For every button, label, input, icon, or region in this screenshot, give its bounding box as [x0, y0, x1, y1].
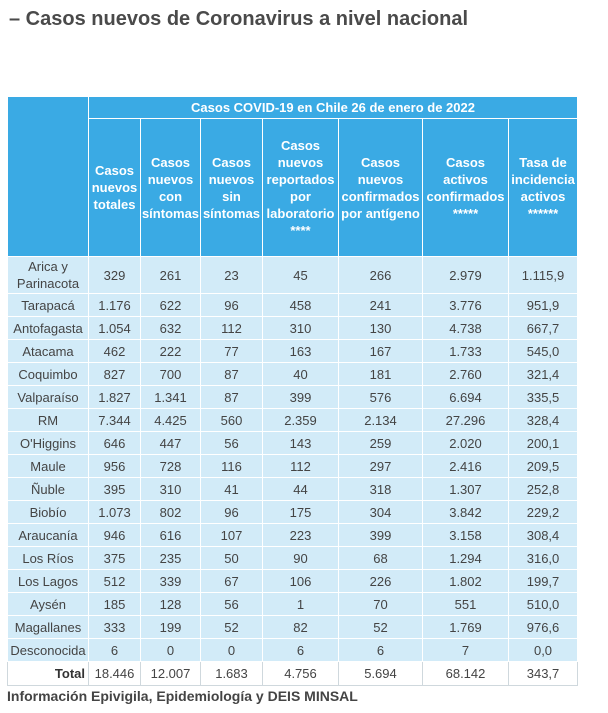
total-cell: 18.446 [89, 662, 141, 686]
value-cell: 45 [263, 257, 339, 294]
value-cell: 1.733 [423, 340, 509, 363]
total-cell: 5.694 [339, 662, 423, 686]
value-cell: 333 [89, 616, 141, 639]
region-cell: Los Lagos [8, 570, 89, 593]
value-cell: 6 [339, 639, 423, 662]
value-cell: 318 [339, 478, 423, 501]
column-header: Casos nuevos totales [89, 119, 141, 257]
value-cell: 130 [339, 317, 423, 340]
total-cell: 68.142 [423, 662, 509, 686]
value-cell: 976,6 [509, 616, 578, 639]
value-cell: 44 [263, 478, 339, 501]
value-cell: 68 [339, 547, 423, 570]
column-header: Casos nuevos reportados por laboratorio **** [263, 119, 339, 257]
region-cell: Coquimbo [8, 363, 89, 386]
region-cell: Ñuble [8, 478, 89, 501]
value-cell: 96 [201, 501, 263, 524]
value-cell: 1.307 [423, 478, 509, 501]
value-cell: 646 [89, 432, 141, 455]
table-row [8, 340, 578, 363]
table-row [8, 363, 578, 386]
table-row [8, 616, 578, 639]
value-cell: 6 [89, 639, 141, 662]
value-cell: 946 [89, 524, 141, 547]
value-cell: 6.694 [423, 386, 509, 409]
total-cell: 4.756 [263, 662, 339, 686]
table-row [8, 386, 578, 409]
value-cell: 4.738 [423, 317, 509, 340]
value-cell: 956 [89, 455, 141, 478]
value-cell: 87 [201, 386, 263, 409]
value-cell: 308,4 [509, 524, 578, 547]
table-row [8, 593, 578, 616]
value-cell: 1.073 [89, 501, 141, 524]
value-cell: 90 [263, 547, 339, 570]
region-cell: Los Ríos [8, 547, 89, 570]
table-row [8, 501, 578, 524]
table-row [8, 524, 578, 547]
region-cell: O'Higgins [8, 432, 89, 455]
value-cell: 107 [201, 524, 263, 547]
covid-cases-table [7, 96, 578, 686]
region-cell: RM [8, 409, 89, 432]
value-cell: 667,7 [509, 317, 578, 340]
value-cell: 328,4 [509, 409, 578, 432]
table-row [8, 547, 578, 570]
region-cell: Antofagasta [8, 317, 89, 340]
value-cell: 4.425 [141, 409, 201, 432]
corner-cell [8, 97, 89, 257]
value-cell: 1 [263, 593, 339, 616]
value-cell: 82 [263, 616, 339, 639]
value-cell: 551 [423, 593, 509, 616]
value-cell: 395 [89, 478, 141, 501]
page-title: – Casos nuevos de Coronavirus a nivel nacional [9, 8, 469, 30]
value-cell: 447 [141, 432, 201, 455]
value-cell: 576 [339, 386, 423, 409]
value-cell: 321,4 [509, 363, 578, 386]
value-cell: 185 [89, 593, 141, 616]
value-cell: 199 [141, 616, 201, 639]
value-cell: 560 [201, 409, 263, 432]
value-cell: 229,2 [509, 501, 578, 524]
value-cell: 223 [263, 524, 339, 547]
value-cell: 310 [263, 317, 339, 340]
total-label: Total [8, 662, 89, 686]
table-body [8, 257, 578, 662]
column-header: Casos nuevos con síntomas [141, 119, 201, 257]
value-cell: 6 [263, 639, 339, 662]
region-cell: Arica y Parinacota [8, 257, 89, 294]
value-cell: 67 [201, 570, 263, 593]
value-cell: 241 [339, 294, 423, 317]
value-cell: 700 [141, 363, 201, 386]
value-cell: 802 [141, 501, 201, 524]
value-cell: 2.979 [423, 257, 509, 294]
table-row [8, 294, 578, 317]
value-cell: 462 [89, 340, 141, 363]
value-cell: 375 [89, 547, 141, 570]
value-cell: 329 [89, 257, 141, 294]
value-cell: 0 [201, 639, 263, 662]
value-cell: 112 [263, 455, 339, 478]
region-cell: Maule [8, 455, 89, 478]
region-cell: Atacama [8, 340, 89, 363]
value-cell: 235 [141, 547, 201, 570]
value-cell: 827 [89, 363, 141, 386]
value-cell: 163 [263, 340, 339, 363]
value-cell: 458 [263, 294, 339, 317]
table-row [8, 478, 578, 501]
value-cell: 2.760 [423, 363, 509, 386]
value-cell: 7 [423, 639, 509, 662]
value-cell: 209,5 [509, 455, 578, 478]
value-cell: 252,8 [509, 478, 578, 501]
column-header: Casos nuevos confirmados por antígeno [339, 119, 423, 257]
value-cell: 116 [201, 455, 263, 478]
column-header: Casos activos confirmados ***** [423, 119, 509, 257]
value-cell: 316,0 [509, 547, 578, 570]
value-cell: 339 [141, 570, 201, 593]
value-cell: 77 [201, 340, 263, 363]
region-cell: Aysén [8, 593, 89, 616]
value-cell: 2.134 [339, 409, 423, 432]
value-cell: 3.842 [423, 501, 509, 524]
table-caption: Casos COVID-19 en Chile 26 de enero de 2022 [89, 97, 578, 119]
value-cell: 1.054 [89, 317, 141, 340]
value-cell: 2.416 [423, 455, 509, 478]
value-cell: 200,1 [509, 432, 578, 455]
value-cell: 87 [201, 363, 263, 386]
value-cell: 3.776 [423, 294, 509, 317]
value-cell: 259 [339, 432, 423, 455]
region-cell: Valparaíso [8, 386, 89, 409]
value-cell: 181 [339, 363, 423, 386]
value-cell: 27.296 [423, 409, 509, 432]
table-row [8, 257, 578, 294]
region-cell: Desconocida [8, 639, 89, 662]
value-cell: 56 [201, 593, 263, 616]
value-cell: 951,9 [509, 294, 578, 317]
value-cell: 40 [263, 363, 339, 386]
value-cell: 128 [141, 593, 201, 616]
value-cell: 1.341 [141, 386, 201, 409]
value-cell: 222 [141, 340, 201, 363]
table-row [8, 409, 578, 432]
total-cell: 12.007 [141, 662, 201, 686]
value-cell: 510,0 [509, 593, 578, 616]
value-cell: 41 [201, 478, 263, 501]
value-cell: 96 [201, 294, 263, 317]
value-cell: 226 [339, 570, 423, 593]
value-cell: 52 [201, 616, 263, 639]
value-cell: 399 [339, 524, 423, 547]
value-cell: 1.176 [89, 294, 141, 317]
value-cell: 632 [141, 317, 201, 340]
value-cell: 310 [141, 478, 201, 501]
table-row [8, 455, 578, 478]
value-cell: 399 [263, 386, 339, 409]
value-cell: 0,0 [509, 639, 578, 662]
value-cell: 335,5 [509, 386, 578, 409]
column-header: Tasa de incidencia activos ****** [509, 119, 578, 257]
value-cell: 622 [141, 294, 201, 317]
total-cell: 1.683 [201, 662, 263, 686]
value-cell: 52 [339, 616, 423, 639]
table-row [8, 432, 578, 455]
region-cell: Tarapacá [8, 294, 89, 317]
value-cell: 512 [89, 570, 141, 593]
value-cell: 297 [339, 455, 423, 478]
value-cell: 266 [339, 257, 423, 294]
value-cell: 143 [263, 432, 339, 455]
value-cell: 50 [201, 547, 263, 570]
region-cell: Biobío [8, 501, 89, 524]
value-cell: 7.344 [89, 409, 141, 432]
value-cell: 199,7 [509, 570, 578, 593]
region-cell: Magallanes [8, 616, 89, 639]
total-cell: 343,7 [509, 662, 578, 686]
value-cell: 261 [141, 257, 201, 294]
value-cell: 2.020 [423, 432, 509, 455]
value-cell: 0 [141, 639, 201, 662]
value-cell: 106 [263, 570, 339, 593]
total-row [8, 662, 578, 686]
table-row [8, 317, 578, 340]
region-cell: Araucanía [8, 524, 89, 547]
value-cell: 304 [339, 501, 423, 524]
value-cell: 1.769 [423, 616, 509, 639]
value-cell: 545,0 [509, 340, 578, 363]
value-cell: 1.294 [423, 547, 509, 570]
value-cell: 1.827 [89, 386, 141, 409]
value-cell: 70 [339, 593, 423, 616]
value-cell: 616 [141, 524, 201, 547]
value-cell: 3.158 [423, 524, 509, 547]
column-header: Casos nuevos sin síntomas [201, 119, 263, 257]
value-cell: 2.359 [263, 409, 339, 432]
table-row [8, 639, 578, 662]
table-row [8, 570, 578, 593]
value-cell: 175 [263, 501, 339, 524]
value-cell: 728 [141, 455, 201, 478]
value-cell: 112 [201, 317, 263, 340]
source-note: Información Epivigila, Epidemiología y DEIS MINSAL [7, 688, 358, 704]
value-cell: 1.802 [423, 570, 509, 593]
value-cell: 56 [201, 432, 263, 455]
value-cell: 1.115,9 [509, 257, 578, 294]
value-cell: 23 [201, 257, 263, 294]
value-cell: 167 [339, 340, 423, 363]
